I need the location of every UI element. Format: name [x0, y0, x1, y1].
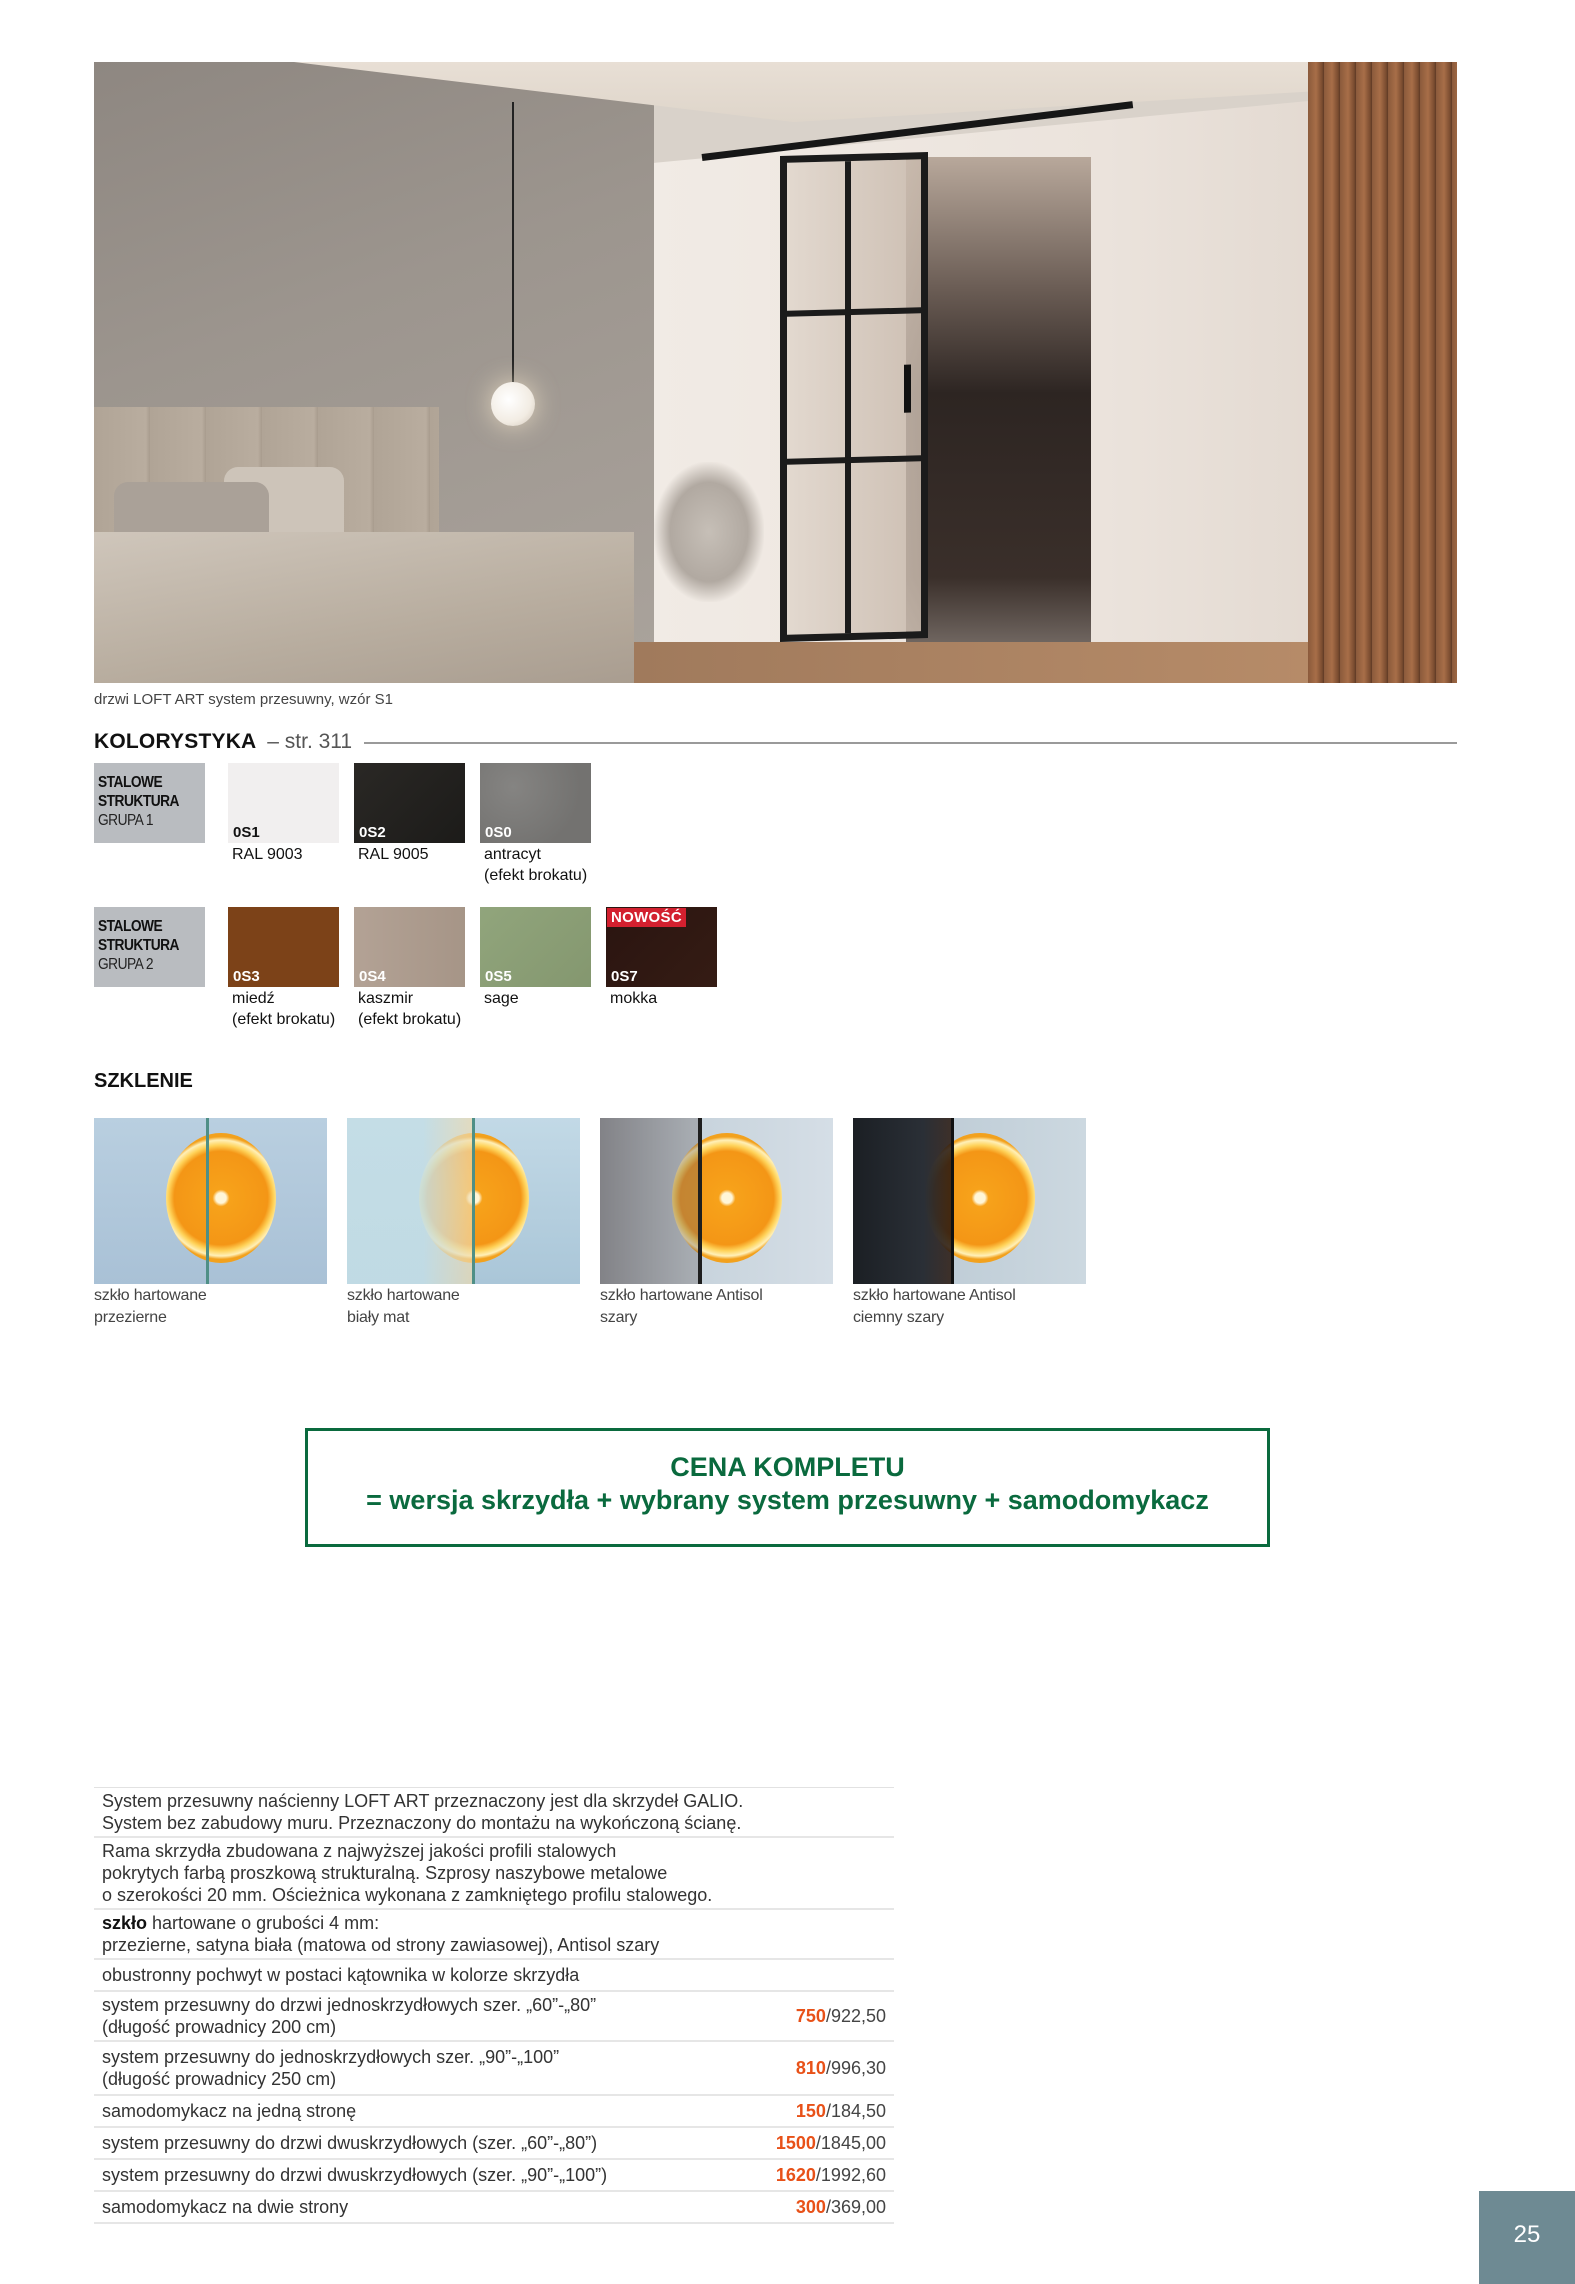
row-description — [102, 2164, 776, 2186]
swatch-name-note: (efekt brokatu) — [358, 1011, 462, 1028]
desc-line: System przesuwny naścienny LOFT ART przeznaczony jest dla skrzydeł GALIO. — [102, 1791, 744, 1811]
divider — [364, 742, 1457, 744]
glass-pane-edge — [472, 1118, 475, 1284]
glass-option-antisol-szary[interactable] — [600, 1118, 833, 1329]
price-net: 300 — [795, 2196, 826, 2217]
price-gross: /1992,60 — [815, 2164, 886, 2185]
glass-sample-image — [600, 1118, 833, 1284]
row-description — [102, 2196, 796, 2218]
swatch-chip — [228, 907, 339, 987]
glass-name: szkło hartowane Antisol — [853, 1287, 1016, 1304]
swatch-name: RAL 9003 — [232, 846, 303, 863]
swatch-name: mokka — [610, 990, 658, 1007]
glass-pane-edge — [698, 1118, 702, 1284]
desc-line: o szerokości 20 mm. Ościeżnica wykonana z zamkniętego profilu stalowego. — [102, 1885, 713, 1905]
color-group-label-1 — [94, 763, 205, 843]
dried-plant — [654, 462, 764, 602]
group-label-line: GRUPA 1 — [98, 812, 154, 829]
table-row — [94, 1910, 894, 1960]
hero-caption: drzwi LOFT ART system przesuwny, wzór S1 — [94, 691, 393, 708]
kolorystyka-heading — [94, 730, 1457, 754]
glass-pane — [206, 1118, 209, 1284]
swatch-name: miedź — [232, 990, 275, 1007]
swatch-name: RAL 9005 — [358, 846, 429, 863]
glass-option-antisol-ciemny-szary[interactable] — [853, 1118, 1086, 1329]
row-price — [776, 2165, 886, 2186]
table-row — [94, 1788, 894, 1838]
glass-option-przezierne[interactable] — [94, 1118, 327, 1329]
desc-line: system przesuwny do jednoskrzydłowych szer. „90”-„100” — [102, 2047, 560, 2067]
glass-sample-image — [853, 1118, 1086, 1284]
orange-slice-icon — [166, 1133, 276, 1263]
desc-line: Rama skrzydła zbudowana z najwyższej jakości profili stalowych — [102, 1841, 617, 1861]
table-row — [94, 1838, 894, 1910]
row-description — [102, 1790, 886, 1834]
color-group-label-2 — [94, 907, 205, 987]
row-price — [796, 2101, 886, 2122]
group-label-line: GRUPA 2 — [98, 956, 154, 973]
price-net: 750 — [795, 2005, 826, 2026]
price-gross: /1845,00 — [815, 2132, 886, 2153]
desc-line: System bez zabudowy muru. Przeznaczony do montażu na wykończoną ścianę. — [102, 1813, 742, 1833]
price-formula-box — [305, 1428, 1270, 1547]
color-swatch-0S4[interactable] — [354, 907, 465, 1030]
price-net: 150 — [795, 2100, 826, 2121]
group-label-line: STRUKTURA — [98, 937, 179, 954]
glass-sample-image — [94, 1118, 327, 1284]
swatch-code: 0S0 — [485, 824, 512, 841]
desc-line: system przesuwny do drzwi dwuskrzydłowych (szer. „60”-„80”) — [102, 2133, 598, 2153]
desc-line — [102, 1912, 886, 1934]
desc-line: pokrytych farbą proszkową strukturalną. Szprosy naszybowe metalowe — [102, 1863, 668, 1883]
walk-in-closet — [906, 157, 1091, 682]
hero-photo-sliding-door-bedroom — [94, 62, 1457, 683]
tinted-glass-pane — [600, 1118, 700, 1284]
frosted-glass-pane — [347, 1118, 474, 1284]
price-net: 1500 — [775, 2132, 816, 2153]
glass-name: szkło hartowane — [94, 1287, 207, 1304]
color-swatch-0S3[interactable] — [228, 907, 339, 1030]
desc-line: przezierne, satyna biała (matowa od strony zawiasowej), Antisol szary — [102, 1935, 660, 1955]
price-gross: /184,50 — [825, 2100, 886, 2121]
price-formula-text: = wersja skrzydła + wybrany system przesuwny + samodomykacz — [366, 1485, 1209, 1515]
table-row — [94, 2160, 894, 2192]
swatch-code: 0S4 — [359, 968, 386, 985]
lamp-wire — [512, 102, 514, 402]
desc-line: obustronny pochwyt w postaci kątownika w kolorze skrzydła — [102, 1965, 580, 1985]
glass-name: szkło hartowane — [347, 1287, 460, 1304]
swatch-name: antracyt — [484, 846, 541, 863]
swatch-name-note: (efekt brokatu) — [232, 1011, 336, 1028]
color-swatch-0S2[interactable] — [354, 763, 465, 865]
table-row — [94, 2128, 894, 2160]
price-gross: /922,50 — [825, 2005, 886, 2026]
price-gross: /996,30 — [825, 2057, 886, 2078]
group-label-line: STALOWE — [98, 918, 163, 935]
glass-name-variant: biały mat — [347, 1309, 410, 1326]
glass-pane-edge — [951, 1118, 954, 1284]
price-formula-title: CENA KOMPLETU — [670, 1452, 905, 1482]
row-description — [102, 1840, 886, 1906]
desc-line: samodomykacz na jedną stronę — [102, 2101, 357, 2121]
spec-price-table — [94, 1787, 894, 2224]
swatch-name-note: (efekt brokatu) — [484, 867, 588, 884]
row-price — [796, 2006, 886, 2027]
swatch-chip — [606, 907, 717, 987]
color-swatch-0S1[interactable] — [228, 763, 339, 865]
row-price — [776, 2133, 886, 2154]
price-net: 810 — [795, 2057, 826, 2078]
swatch-name: sage — [484, 990, 519, 1007]
dark-tinted-glass-pane — [853, 1118, 953, 1284]
swatch-code: 0S2 — [359, 824, 386, 841]
row-description — [102, 2100, 796, 2122]
desc-line: system przesuwny do drzwi jednoskrzydłowych szer. „60”-„80” — [102, 1995, 597, 2015]
glass-name-variant: przezierne — [94, 1309, 167, 1326]
bed — [94, 532, 634, 683]
glass-name-variant: ciemny szary — [853, 1309, 944, 1326]
swatch-chip — [354, 907, 465, 987]
desc-text: hartowane o grubości 4 mm: — [147, 1913, 380, 1933]
color-swatch-0S7[interactable] — [606, 907, 717, 1009]
table-row — [94, 1992, 894, 2042]
swatch-chip — [228, 763, 339, 843]
glass-option-bialy-mat[interactable] — [347, 1118, 580, 1329]
swatch-code: 0S5 — [485, 968, 512, 985]
desc-line: (długość prowadnicy 200 cm) — [102, 2017, 337, 2037]
color-swatch-0S5[interactable] — [480, 907, 591, 1009]
row-price — [796, 2058, 886, 2079]
page-number-tab: 25 — [1479, 2191, 1575, 2284]
row-description — [102, 1964, 886, 1986]
row-description — [102, 1912, 886, 1956]
table-row — [94, 2042, 894, 2096]
desc-line: samodomykacz na dwie strony — [102, 2197, 349, 2217]
swatch-name: kaszmir — [358, 990, 414, 1007]
row-description — [102, 1994, 796, 2038]
kolorystyka-title: KOLORYSTYKA — [94, 730, 257, 753]
price-net: 1620 — [775, 2164, 816, 2185]
table-row — [94, 2192, 894, 2224]
color-swatch-0S0[interactable] — [480, 763, 591, 886]
table-row — [94, 2096, 894, 2128]
glass-sample-image — [347, 1118, 580, 1284]
group-label-line: STALOWE — [98, 774, 163, 791]
swatch-code: 0S7 — [611, 968, 638, 985]
wood-floor — [634, 642, 1308, 683]
table-row — [94, 1960, 894, 1992]
swatch-chip — [354, 763, 465, 843]
wood-slat-panel — [1308, 62, 1457, 683]
glass-name: szkło hartowane Antisol — [600, 1287, 763, 1304]
loft-glass-door — [780, 152, 928, 642]
row-description — [102, 2046, 796, 2090]
price-gross: /369,00 — [825, 2196, 886, 2217]
new-badge: NOWOŚĆ — [607, 908, 686, 927]
swatch-code: 0S3 — [233, 968, 260, 985]
row-description — [102, 2132, 776, 2154]
desc-line: system przesuwny do drzwi dwuskrzydłowych (szer. „90”-„100”) — [102, 2165, 608, 2185]
bold-term: szkło — [102, 1913, 148, 1933]
kolorystyka-page-ref: – str. 311 — [261, 730, 353, 753]
pendant-lamp — [491, 382, 535, 426]
group-label-line: STRUKTURA — [98, 793, 179, 810]
desc-line: (długość prowadnicy 250 cm) — [102, 2069, 337, 2089]
glass-name-variant: szary — [600, 1309, 638, 1326]
row-price — [796, 2197, 886, 2218]
swatch-chip — [480, 763, 591, 843]
szklenie-title: SZKLENIE — [94, 1070, 193, 1092]
swatch-chip — [480, 907, 591, 987]
swatch-code: 0S1 — [233, 824, 260, 841]
door-handle-icon — [904, 365, 911, 413]
